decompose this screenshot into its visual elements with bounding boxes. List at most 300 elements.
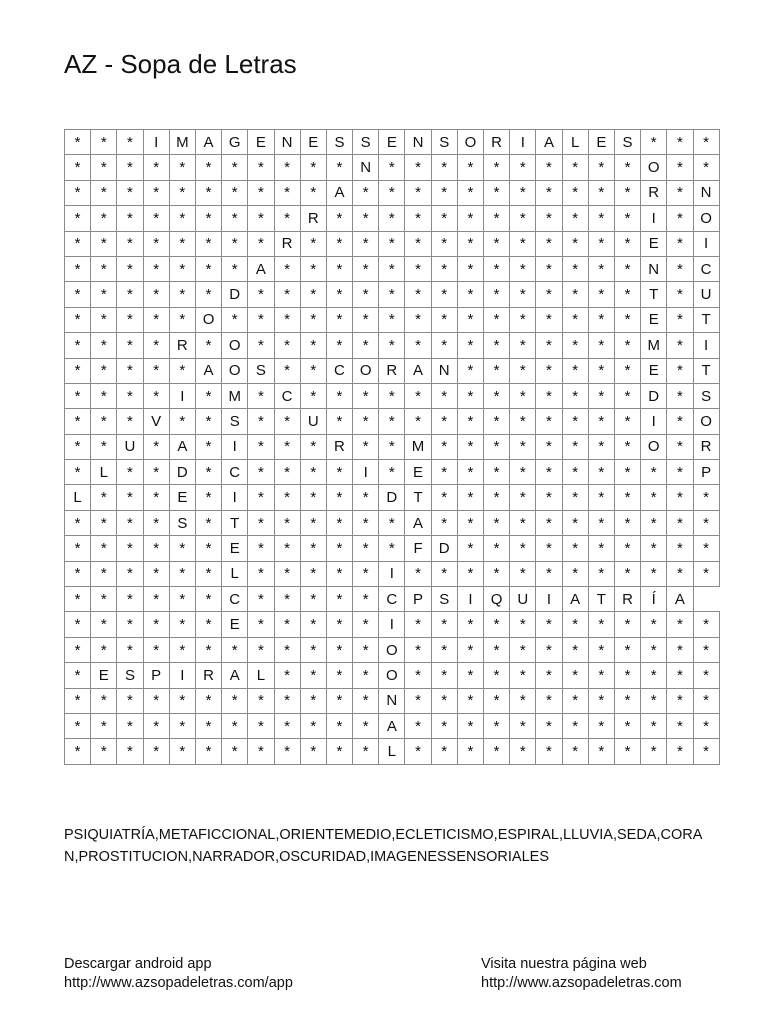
grid-cell[interactable]: * <box>353 180 379 205</box>
grid-cell[interactable]: * <box>667 485 693 510</box>
grid-cell[interactable]: * <box>379 307 405 332</box>
grid-cell[interactable]: * <box>65 739 91 764</box>
grid-cell[interactable]: * <box>614 739 640 764</box>
grid-cell[interactable]: E <box>222 536 248 561</box>
grid-cell[interactable]: * <box>117 688 143 713</box>
grid-cell[interactable]: I <box>510 130 536 155</box>
grid-cell[interactable]: * <box>693 663 719 688</box>
grid-cell[interactable]: * <box>431 434 457 459</box>
grid-cell[interactable]: * <box>379 206 405 231</box>
grid-cell[interactable]: * <box>222 637 248 662</box>
grid-cell[interactable]: * <box>117 383 143 408</box>
grid-cell[interactable]: * <box>300 561 326 586</box>
grid-cell[interactable]: R <box>379 358 405 383</box>
grid-cell[interactable]: D <box>169 460 195 485</box>
grid-cell[interactable]: A <box>536 130 562 155</box>
grid-cell[interactable]: * <box>300 536 326 561</box>
grid-cell[interactable]: * <box>614 155 640 180</box>
grid-cell[interactable]: * <box>588 561 614 586</box>
grid-cell[interactable]: I <box>379 612 405 637</box>
grid-cell[interactable]: * <box>169 180 195 205</box>
grid-cell[interactable]: * <box>274 180 300 205</box>
grid-cell[interactable]: * <box>431 333 457 358</box>
grid-cell[interactable]: * <box>562 561 588 586</box>
grid-cell[interactable]: * <box>431 612 457 637</box>
grid-cell[interactable]: * <box>248 688 274 713</box>
grid-cell[interactable]: * <box>143 383 169 408</box>
grid-cell[interactable]: F <box>405 536 431 561</box>
grid-cell[interactable]: * <box>667 358 693 383</box>
grid-cell[interactable]: * <box>248 510 274 535</box>
grid-cell[interactable]: * <box>274 587 300 612</box>
grid-cell[interactable]: * <box>457 206 483 231</box>
grid-cell[interactable]: * <box>195 587 221 612</box>
grid-cell[interactable]: * <box>326 282 352 307</box>
grid-cell[interactable]: * <box>117 485 143 510</box>
grid-cell[interactable]: * <box>222 206 248 231</box>
grid-cell[interactable]: P <box>143 663 169 688</box>
grid-cell[interactable]: * <box>667 510 693 535</box>
grid-cell[interactable]: * <box>117 231 143 256</box>
grid-cell[interactable]: O <box>379 637 405 662</box>
grid-cell[interactable]: * <box>667 713 693 738</box>
grid-cell[interactable]: * <box>222 180 248 205</box>
grid-cell[interactable]: * <box>510 663 536 688</box>
grid-cell[interactable]: * <box>65 561 91 586</box>
grid-cell[interactable]: * <box>195 561 221 586</box>
grid-cell[interactable]: * <box>614 713 640 738</box>
grid-cell[interactable]: * <box>405 206 431 231</box>
grid-cell[interactable]: * <box>431 180 457 205</box>
grid-cell[interactable]: * <box>536 536 562 561</box>
grid-cell[interactable]: * <box>117 612 143 637</box>
grid-cell[interactable]: * <box>117 510 143 535</box>
grid-cell[interactable]: * <box>667 206 693 231</box>
grid-cell[interactable]: * <box>510 231 536 256</box>
grid-cell[interactable]: * <box>353 536 379 561</box>
grid-cell[interactable]: * <box>405 307 431 332</box>
grid-cell[interactable]: * <box>326 409 352 434</box>
grid-cell[interactable]: * <box>353 510 379 535</box>
grid-cell[interactable]: * <box>484 307 510 332</box>
grid-cell[interactable]: R <box>195 663 221 688</box>
grid-cell[interactable]: * <box>614 536 640 561</box>
grid-cell[interactable]: S <box>169 510 195 535</box>
grid-cell[interactable]: O <box>222 358 248 383</box>
grid-cell[interactable]: * <box>143 460 169 485</box>
grid-cell[interactable]: * <box>274 739 300 764</box>
grid-cell[interactable]: M <box>169 130 195 155</box>
grid-cell[interactable]: * <box>91 587 117 612</box>
grid-cell[interactable]: * <box>667 307 693 332</box>
grid-cell[interactable]: T <box>222 510 248 535</box>
grid-cell[interactable]: * <box>169 612 195 637</box>
grid-cell[interactable]: * <box>431 713 457 738</box>
grid-cell[interactable]: * <box>353 307 379 332</box>
grid-cell[interactable]: U <box>117 434 143 459</box>
grid-cell[interactable]: S <box>693 383 719 408</box>
grid-cell[interactable]: * <box>195 688 221 713</box>
grid-cell[interactable]: * <box>143 358 169 383</box>
grid-cell[interactable]: * <box>693 713 719 738</box>
grid-cell[interactable]: * <box>431 637 457 662</box>
grid-cell[interactable]: T <box>588 587 614 612</box>
grid-cell[interactable]: * <box>117 739 143 764</box>
grid-cell[interactable]: * <box>405 256 431 281</box>
grid-cell[interactable]: I <box>222 485 248 510</box>
grid-cell[interactable]: * <box>195 612 221 637</box>
grid-cell[interactable]: * <box>274 612 300 637</box>
grid-cell[interactable]: O <box>379 663 405 688</box>
grid-cell[interactable]: N <box>431 358 457 383</box>
grid-cell[interactable]: * <box>536 256 562 281</box>
grid-cell[interactable]: * <box>614 688 640 713</box>
grid-cell[interactable]: * <box>222 155 248 180</box>
grid-cell[interactable]: * <box>91 383 117 408</box>
grid-cell[interactable]: * <box>536 739 562 764</box>
grid-cell[interactable]: G <box>222 130 248 155</box>
grid-cell[interactable]: * <box>117 155 143 180</box>
grid-cell[interactable]: * <box>143 256 169 281</box>
grid-cell[interactable]: * <box>641 130 667 155</box>
grid-cell[interactable]: * <box>484 231 510 256</box>
grid-cell[interactable]: * <box>65 637 91 662</box>
grid-cell[interactable]: * <box>536 155 562 180</box>
grid-cell[interactable]: * <box>641 536 667 561</box>
grid-cell[interactable]: * <box>248 637 274 662</box>
grid-cell[interactable]: * <box>405 688 431 713</box>
grid-cell[interactable]: * <box>65 536 91 561</box>
grid-cell[interactable]: * <box>457 688 483 713</box>
grid-cell[interactable]: * <box>614 409 640 434</box>
grid-cell[interactable]: * <box>457 155 483 180</box>
grid-cell[interactable]: * <box>65 612 91 637</box>
grid-cell[interactable]: * <box>353 587 379 612</box>
grid-cell[interactable]: * <box>143 231 169 256</box>
grid-cell[interactable]: * <box>510 358 536 383</box>
grid-cell[interactable]: * <box>65 460 91 485</box>
grid-cell[interactable]: * <box>169 409 195 434</box>
grid-cell[interactable]: * <box>195 510 221 535</box>
grid-cell[interactable]: * <box>65 409 91 434</box>
grid-cell[interactable]: * <box>143 333 169 358</box>
grid-cell[interactable]: A <box>667 587 693 612</box>
grid-cell[interactable]: * <box>91 688 117 713</box>
grid-cell[interactable]: * <box>379 333 405 358</box>
grid-cell[interactable]: * <box>274 561 300 586</box>
grid-cell[interactable]: * <box>300 663 326 688</box>
grid-cell[interactable]: * <box>300 739 326 764</box>
grid-cell[interactable]: * <box>693 688 719 713</box>
grid-cell[interactable]: L <box>91 460 117 485</box>
grid-cell[interactable]: * <box>379 434 405 459</box>
grid-cell[interactable]: * <box>248 434 274 459</box>
grid-cell[interactable]: * <box>169 155 195 180</box>
grid-cell[interactable]: * <box>353 256 379 281</box>
grid-cell[interactable]: * <box>588 231 614 256</box>
grid-cell[interactable]: * <box>248 155 274 180</box>
grid-cell[interactable]: * <box>641 510 667 535</box>
grid-cell[interactable]: * <box>248 460 274 485</box>
grid-cell[interactable]: * <box>641 612 667 637</box>
grid-cell[interactable]: * <box>248 282 274 307</box>
grid-cell[interactable]: * <box>300 383 326 408</box>
grid-cell[interactable]: * <box>693 155 719 180</box>
grid-cell[interactable]: * <box>353 333 379 358</box>
grid-cell[interactable]: * <box>405 282 431 307</box>
grid-cell[interactable]: * <box>91 485 117 510</box>
grid-cell[interactable]: * <box>300 434 326 459</box>
grid-cell[interactable]: * <box>536 358 562 383</box>
grid-cell[interactable]: * <box>614 663 640 688</box>
grid-cell[interactable]: * <box>300 510 326 535</box>
grid-cell[interactable]: A <box>195 130 221 155</box>
grid-cell[interactable]: * <box>169 358 195 383</box>
grid-cell[interactable]: * <box>143 485 169 510</box>
grid-cell[interactable]: S <box>117 663 143 688</box>
grid-cell[interactable]: * <box>431 510 457 535</box>
grid-cell[interactable]: * <box>484 383 510 408</box>
grid-cell[interactable]: * <box>195 383 221 408</box>
grid-cell[interactable]: R <box>274 231 300 256</box>
grid-cell[interactable]: * <box>91 155 117 180</box>
grid-cell[interactable]: * <box>91 536 117 561</box>
grid-cell[interactable]: * <box>536 434 562 459</box>
grid-cell[interactable]: * <box>379 383 405 408</box>
grid-cell[interactable]: * <box>91 256 117 281</box>
grid-cell[interactable]: * <box>195 180 221 205</box>
grid-cell[interactable]: C <box>693 256 719 281</box>
grid-cell[interactable]: * <box>379 231 405 256</box>
grid-cell[interactable]: L <box>562 130 588 155</box>
grid-cell[interactable]: * <box>274 637 300 662</box>
grid-cell[interactable]: A <box>562 587 588 612</box>
grid-cell[interactable]: * <box>326 536 352 561</box>
grid-cell[interactable]: * <box>326 460 352 485</box>
grid-cell[interactable]: E <box>169 485 195 510</box>
grid-cell[interactable]: I <box>169 383 195 408</box>
grid-cell[interactable]: * <box>667 561 693 586</box>
grid-cell[interactable]: * <box>326 612 352 637</box>
grid-cell[interactable]: C <box>326 358 352 383</box>
grid-cell[interactable]: * <box>536 510 562 535</box>
grid-cell[interactable]: * <box>431 688 457 713</box>
grid-cell[interactable]: * <box>222 231 248 256</box>
grid-cell[interactable]: * <box>431 383 457 408</box>
grid-cell[interactable]: * <box>588 663 614 688</box>
grid-cell[interactable]: * <box>562 460 588 485</box>
grid-cell[interactable]: * <box>222 307 248 332</box>
grid-cell[interactable]: * <box>91 612 117 637</box>
grid-cell[interactable]: * <box>536 409 562 434</box>
grid-cell[interactable]: * <box>248 587 274 612</box>
grid-cell[interactable]: * <box>614 256 640 281</box>
grid-cell[interactable]: * <box>169 231 195 256</box>
grid-cell[interactable]: * <box>143 612 169 637</box>
grid-cell[interactable]: * <box>353 688 379 713</box>
grid-cell[interactable]: * <box>300 612 326 637</box>
grid-cell[interactable]: * <box>143 536 169 561</box>
grid-cell[interactable]: * <box>117 637 143 662</box>
grid-cell[interactable]: * <box>143 282 169 307</box>
grid-cell[interactable]: A <box>169 434 195 459</box>
grid-cell[interactable]: O <box>353 358 379 383</box>
grid-cell[interactable]: C <box>379 587 405 612</box>
grid-cell[interactable]: * <box>91 739 117 764</box>
grid-cell[interactable]: * <box>248 739 274 764</box>
grid-cell[interactable]: * <box>667 663 693 688</box>
grid-cell[interactable]: * <box>484 510 510 535</box>
grid-cell[interactable]: * <box>379 510 405 535</box>
grid-cell[interactable]: * <box>65 256 91 281</box>
grid-cell[interactable]: * <box>510 536 536 561</box>
grid-cell[interactable]: N <box>353 155 379 180</box>
grid-cell[interactable]: * <box>588 688 614 713</box>
grid-cell[interactable]: A <box>222 663 248 688</box>
grid-cell[interactable]: E <box>588 130 614 155</box>
grid-cell[interactable]: * <box>536 206 562 231</box>
grid-cell[interactable]: * <box>405 180 431 205</box>
grid-cell[interactable]: * <box>457 409 483 434</box>
grid-cell[interactable]: * <box>588 536 614 561</box>
grid-cell[interactable]: * <box>588 409 614 434</box>
grid-cell[interactable]: L <box>248 663 274 688</box>
grid-cell[interactable]: * <box>457 180 483 205</box>
grid-cell[interactable]: * <box>614 333 640 358</box>
grid-cell[interactable]: * <box>274 282 300 307</box>
grid-cell[interactable]: * <box>562 383 588 408</box>
grid-cell[interactable]: * <box>274 256 300 281</box>
grid-cell[interactable]: * <box>300 485 326 510</box>
grid-cell[interactable]: I <box>693 333 719 358</box>
grid-cell[interactable]: * <box>143 307 169 332</box>
grid-cell[interactable]: * <box>248 231 274 256</box>
grid-cell[interactable]: * <box>562 663 588 688</box>
grid-cell[interactable]: * <box>510 180 536 205</box>
grid-cell[interactable]: * <box>667 130 693 155</box>
grid-cell[interactable]: * <box>379 256 405 281</box>
grid-cell[interactable]: * <box>457 536 483 561</box>
grid-cell[interactable]: * <box>510 155 536 180</box>
grid-cell[interactable]: E <box>641 231 667 256</box>
grid-cell[interactable]: * <box>510 612 536 637</box>
grid-cell[interactable]: * <box>65 434 91 459</box>
grid-cell[interactable]: * <box>431 663 457 688</box>
grid-cell[interactable]: * <box>693 536 719 561</box>
grid-cell[interactable]: * <box>405 383 431 408</box>
grid-cell[interactable]: * <box>562 155 588 180</box>
grid-cell[interactable]: * <box>510 256 536 281</box>
grid-cell[interactable]: * <box>274 307 300 332</box>
grid-cell[interactable]: * <box>248 180 274 205</box>
grid-cell[interactable]: * <box>326 333 352 358</box>
grid-cell[interactable]: L <box>379 739 405 764</box>
grid-cell[interactable]: * <box>379 536 405 561</box>
grid-cell[interactable]: * <box>536 180 562 205</box>
grid-cell[interactable]: * <box>562 688 588 713</box>
grid-cell[interactable]: * <box>353 409 379 434</box>
grid-cell[interactable]: * <box>65 231 91 256</box>
grid-cell[interactable]: * <box>274 713 300 738</box>
grid-cell[interactable]: * <box>667 688 693 713</box>
grid-cell[interactable]: E <box>248 130 274 155</box>
grid-cell[interactable]: * <box>457 485 483 510</box>
grid-cell[interactable]: I <box>169 663 195 688</box>
grid-cell[interactable]: * <box>195 637 221 662</box>
grid-cell[interactable]: * <box>484 460 510 485</box>
grid-cell[interactable]: * <box>326 485 352 510</box>
grid-cell[interactable]: * <box>693 739 719 764</box>
grid-cell[interactable]: * <box>248 409 274 434</box>
grid-cell[interactable]: * <box>510 307 536 332</box>
grid-cell[interactable]: I <box>693 231 719 256</box>
grid-cell[interactable]: * <box>274 460 300 485</box>
grid-cell[interactable]: * <box>326 688 352 713</box>
grid-cell[interactable]: * <box>405 739 431 764</box>
grid-cell[interactable]: C <box>222 587 248 612</box>
grid-cell[interactable]: * <box>143 637 169 662</box>
grid-cell[interactable]: * <box>614 612 640 637</box>
grid-cell[interactable]: I <box>143 130 169 155</box>
grid-cell[interactable]: T <box>693 358 719 383</box>
grid-cell[interactable]: O <box>641 434 667 459</box>
grid-cell[interactable]: * <box>536 333 562 358</box>
grid-cell[interactable]: * <box>457 231 483 256</box>
grid-cell[interactable]: * <box>274 333 300 358</box>
grid-cell[interactable]: * <box>614 510 640 535</box>
grid-cell[interactable]: * <box>562 637 588 662</box>
grid-cell[interactable]: * <box>300 333 326 358</box>
grid-cell[interactable]: * <box>91 180 117 205</box>
grid-cell[interactable]: * <box>248 485 274 510</box>
grid-cell[interactable]: * <box>484 409 510 434</box>
grid-cell[interactable]: * <box>117 536 143 561</box>
grid-cell[interactable]: * <box>65 510 91 535</box>
grid-cell[interactable]: * <box>195 256 221 281</box>
grid-cell[interactable]: * <box>536 485 562 510</box>
grid-cell[interactable]: * <box>614 434 640 459</box>
grid-cell[interactable]: * <box>536 663 562 688</box>
grid-cell[interactable]: * <box>457 713 483 738</box>
grid-cell[interactable]: * <box>431 485 457 510</box>
grid-cell[interactable]: * <box>667 282 693 307</box>
grid-cell[interactable]: * <box>91 434 117 459</box>
grid-cell[interactable]: * <box>353 561 379 586</box>
grid-cell[interactable]: * <box>326 206 352 231</box>
grid-cell[interactable]: * <box>667 612 693 637</box>
grid-cell[interactable]: S <box>431 587 457 612</box>
grid-cell[interactable]: * <box>510 206 536 231</box>
grid-cell[interactable]: * <box>536 637 562 662</box>
grid-cell[interactable]: * <box>484 256 510 281</box>
grid-cell[interactable]: R <box>693 434 719 459</box>
grid-cell[interactable]: U <box>510 587 536 612</box>
grid-cell[interactable]: A <box>195 358 221 383</box>
grid-cell[interactable]: A <box>248 256 274 281</box>
grid-cell[interactable]: * <box>143 587 169 612</box>
grid-cell[interactable]: Q <box>484 587 510 612</box>
grid-cell[interactable]: * <box>510 637 536 662</box>
grid-cell[interactable]: * <box>379 282 405 307</box>
grid-cell[interactable]: * <box>431 307 457 332</box>
grid-cell[interactable]: * <box>353 383 379 408</box>
grid-cell[interactable]: * <box>143 739 169 764</box>
grid-cell[interactable]: S <box>353 130 379 155</box>
grid-cell[interactable]: * <box>117 713 143 738</box>
grid-cell[interactable]: * <box>91 282 117 307</box>
grid-cell[interactable]: * <box>195 206 221 231</box>
grid-cell[interactable]: * <box>431 739 457 764</box>
